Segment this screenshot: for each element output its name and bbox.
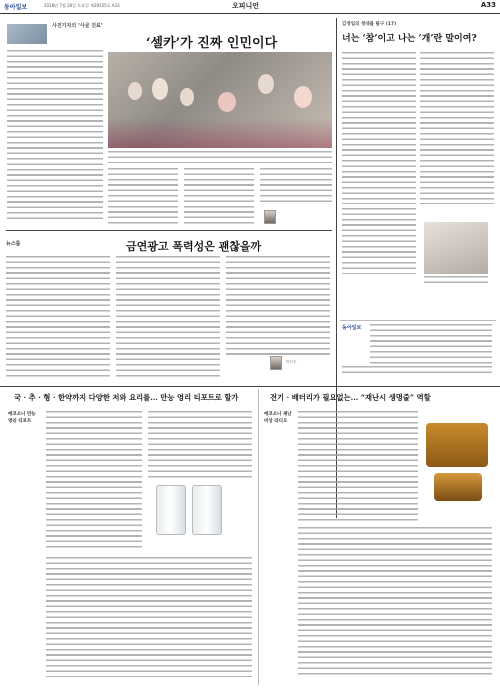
middle-story (6, 232, 332, 382)
box-divider (340, 320, 496, 321)
ad-divider (258, 389, 259, 685)
radio-image (426, 423, 488, 467)
column-text-1 (342, 52, 416, 204)
page-number: A33 (480, 1, 496, 9)
radio-image-2 (434, 473, 482, 501)
masthead-title: 동아일보 (342, 325, 362, 331)
reporter-portrait (270, 356, 282, 370)
story-text-col-1 (7, 50, 103, 220)
issue-date: 2018년 7월 28일 토요일 제29355호 A33 (44, 3, 120, 8)
story-kicker: 사진기자의 ‘사골 진료’ (52, 23, 103, 29)
teapot-image-2 (192, 485, 222, 535)
ad-teapot-headline: 국 · 추 · 형 · 한약까지 다양한 저와 요리를... 만능 영리 티포트로 할가 (14, 393, 239, 402)
teapot-image (156, 485, 186, 535)
top-story (6, 18, 332, 228)
photo-caption (108, 151, 332, 163)
newspaper-logo: 동아일보 (4, 4, 28, 11)
middle-text-1 (6, 256, 110, 380)
section-title: 오피니언 (232, 2, 260, 10)
event-photo (108, 52, 332, 148)
ad-top-rule (0, 386, 500, 387)
story-photo (7, 24, 47, 44)
column-photo-caption (424, 276, 488, 286)
middle-headline: 금연광고 폭력성은 괜찮을까 (126, 240, 262, 253)
author-portrait (264, 210, 276, 224)
ad-radio-text-1 (298, 411, 418, 521)
column-text-3 (342, 208, 416, 274)
middle-text-3 (226, 256, 330, 358)
column-photo (424, 222, 488, 274)
column-kicker: 김정일의 첫대를 탐구 (17) (342, 22, 397, 27)
ad-teapot (6, 389, 256, 685)
opinion-column (340, 18, 496, 318)
ad-radio (262, 389, 496, 685)
ad-radio-text-2 (298, 527, 492, 677)
ad-teapot-brand: 에코소니 만능영리 티포트 (8, 412, 36, 424)
section-label: 뉴스룸 (6, 241, 21, 247)
story-text-col-3 (184, 168, 254, 226)
column-headline: 너는 ‘참’이고 나는 ‘개’란 말이여? (342, 34, 477, 44)
masthead-text (370, 324, 492, 364)
page-header (0, 0, 500, 14)
story-text-col-2 (108, 168, 178, 226)
ad-radio-headline: 전기 · 배터리가 필요없는... “재난시 생명줄” 역할 (270, 393, 431, 402)
ad-radio-brand: 에코소니 재난비상 라디오 (264, 412, 292, 424)
section-rule (6, 230, 332, 231)
story-headline: ‘셀카’가 진짜 인민이다 (146, 36, 278, 51)
masthead-footer (342, 366, 492, 376)
ad-teapot-text-3 (46, 557, 252, 677)
ad-teapot-text-1 (46, 411, 142, 551)
ad-teapot-text-2 (148, 411, 252, 481)
masthead-box (340, 322, 496, 378)
reporter-byline: 박민우 (286, 360, 297, 364)
column-text-2 (420, 52, 494, 204)
middle-text-2 (116, 256, 220, 380)
story-text-col-4 (260, 168, 332, 206)
